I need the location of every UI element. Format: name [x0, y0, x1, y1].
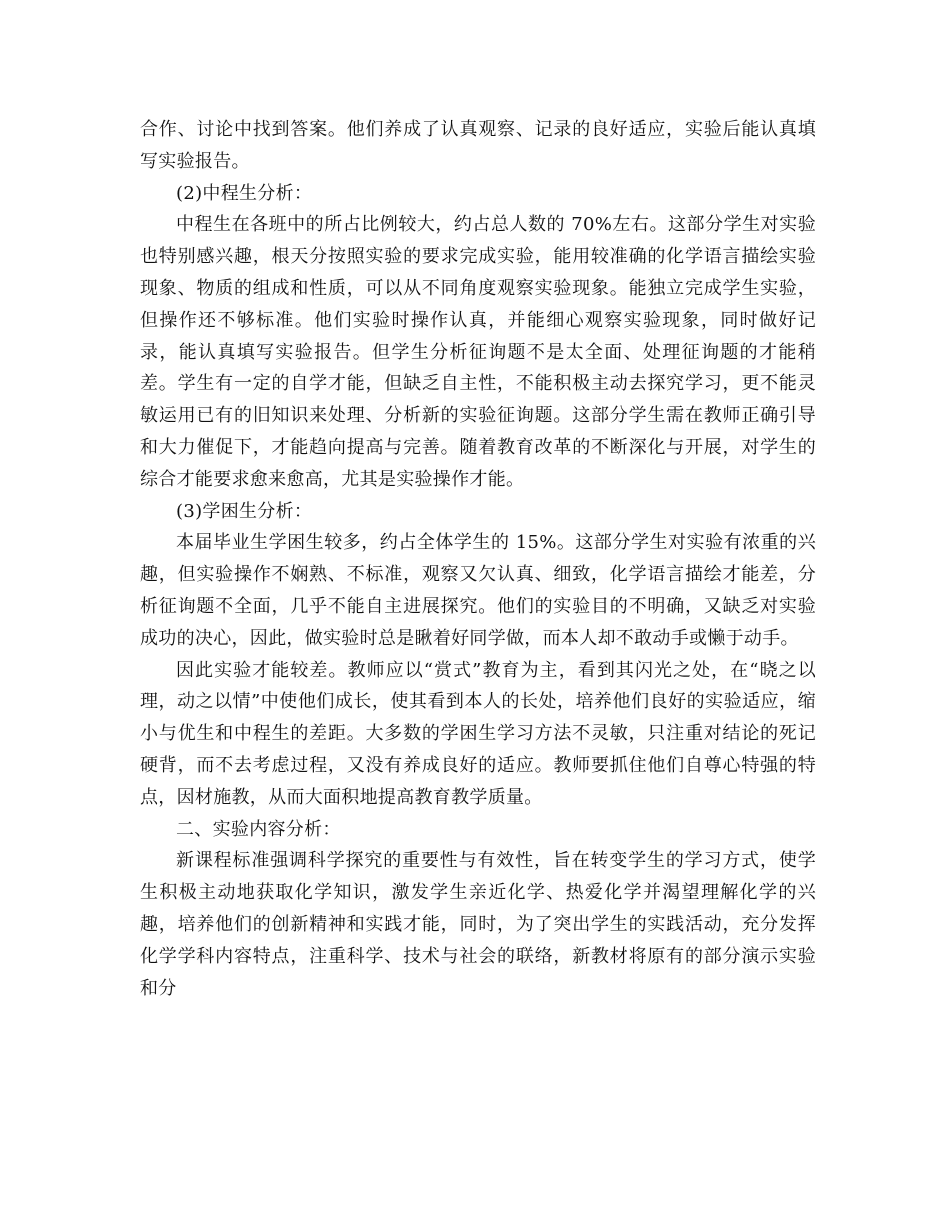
paragraph-experiment-content: 新课程标准强调科学探究的重要性与有效性，旨在转变学生的学习方式，使学生积极主动地获取化学知识，激发学生亲近化学、热爱化学并渴望理解化学的兴趣，培养他们的创新精神和实践才能，同时，为了突出学生的实践活动，充分发挥化学学科内容特点，注重科学、技术与社会的联络，新教材将原有的部分演示实验和分	[140, 850, 816, 999]
document-body	[140, 114, 816, 1004]
paragraph-struggling-students: 本届毕业生学困生较多，约占全体学生的 15%。这部分学生对实验有浓重的兴趣，但实验操作不娴熟、不标准，观察又欠认真、细致，化学语言描绘才能差，分析征询题不全面，几乎不能自主进展探究。他们的实验目的不明确，又缺乏对实验成功的决心，因此，做实验时总是瞅着好同学做，而本人却不敢动手或懒于动手。	[140, 532, 816, 649]
paragraph-intermediate-students: 中程生在各班中的所占比例较大，约占总人数的 70%左右。这部分学生对实验也特别感兴趣，根天分按照实验的要求完成实验，能用较准确的化学语言描绘实验现象、物质的组成和性质，可以从不同角度观察实验现象。能独立完成学生实验，但操作还不够标准。他们实验时操作认真，并能细心观察实验现象，同时做好记录，能认真填写实验报告。但学生分析征询题不是太全面、处理征询题的才能稍差。学生有一定的自学才能，但缺乏自主性，不能积极主动去探究学习，更不能灵敏运用已有的旧知识来处理、分析新的实验征询题。这部分学生需在教师正确引导和大力催促下，才能趋向提高与完善。随着教育改革的不断深化与开展，对学生的综合才能要求愈来愈高，尤其是实验操作才能。	[140, 214, 816, 490]
section-heading-intermediate-students: (2)中程生分析：	[176, 182, 313, 204]
section-heading-experiment-content: 二、实验内容分析：	[176, 818, 341, 840]
section-heading-struggling-students: (3)学困生分析：	[176, 500, 313, 522]
paragraph-continued: 合作、讨论中找到答案。他们养成了认真观察、记录的良好适应，实验后能认真填写实验报告。	[140, 119, 816, 172]
paragraph-teaching-approach: 因此实验才能较差。教师应以“赏式”教育为主，看到其闪光之处，在“晓之以理，动之以情”中使他们成长，使其看到本人的长处，培养他们良好的实验适应，缩小与优生和中程生的差距。大多数的学困生学习方法不灵敏，只注重对结论的死记硬背，而不去考虑过程，又没有养成良好的适应。教师要抓住他们自尊心特强的特点，因材施教，从而大面积地提高教育教学质量。	[140, 659, 816, 808]
